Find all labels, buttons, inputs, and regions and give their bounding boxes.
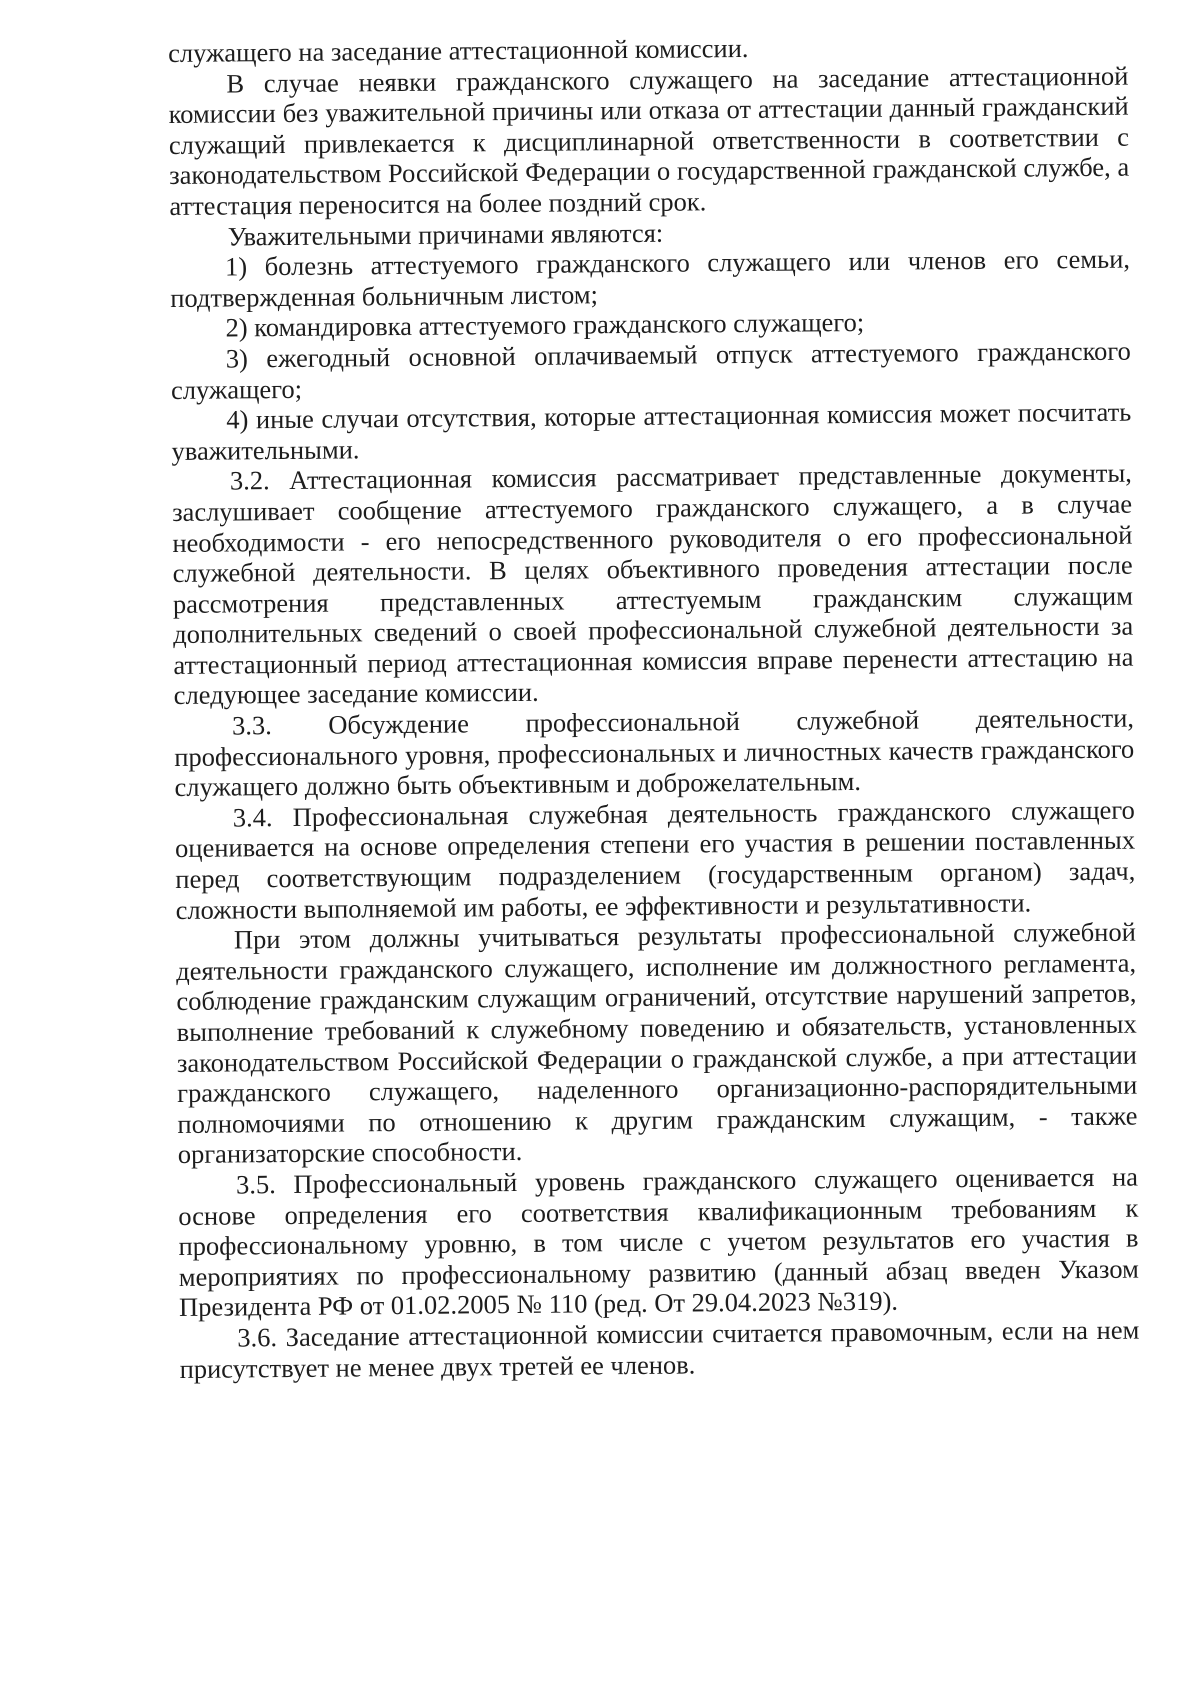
- list-item-4: 4) иные случаи отсутствия, которые аттестационная комиссия может посчитать уважительными.: [171, 396, 1132, 466]
- paragraph-continuation: служащего на заседание аттестационной комиссии.: [168, 32, 749, 68]
- paragraph-3-3: 3.3. Обсуждение профессиональной служебной деятельности, профессионального уровня, профессиональных и личностных качеств гражданского служащего должно быть объективным и доброжелательным.: [174, 702, 1135, 803]
- paragraph-3-4: 3.4. Профессиональная служебная деятельность гражданского служащего оценивается на основе определения степени его участия в решении поставленных перед соответствующим подразделением (государственным органом) задач, сложности выполняемой им работы, ее эффективности и результативности.: [174, 794, 1136, 925]
- paragraph-3-6: 3.6. Заседание аттестационной комиссии считается правомочным, если на нем присутствует не менее двух третей ее членов.: [179, 1314, 1140, 1384]
- paragraph-3-5: 3.5. Профессиональный уровень гражданского служащего оценивается на основе определения его соответствия квалификационным требованиям к профессиональному уровню, в том числе с учетом результатов его участия в мероприятиях по профессиональному развитию (данный абзац введен Указом Президента РФ от 01.02.2005 № 110 (ред. От 29.04.2023 №319).: [178, 1161, 1139, 1323]
- paragraph-3-4-continued: При этом должны учитываться результаты профессиональной служебной деятельности гражданского служащего, исполнение им должностного регламента, соблюдение гражданским служащим ограничений, отсутствие нарушений запретов, выполнение требований к служебному поведению и обязательств, установленных законодательством Российской Федерации о гражданской службе, а при аттестации гражданского служащего, наделенного организационно-распорядительными полномочиями по отношению к другим гражданским служащим, - также организаторские способности.: [176, 916, 1138, 1170]
- list-item-1: 1) болезнь аттестуемого гражданского служащего или членов его семьи, подтвержденная больничным листом;: [170, 243, 1131, 313]
- document-body: [168, 30, 1140, 1384]
- paragraph-absence-consequences: В случае неявки гражданского служащего на заседание аттестационной комиссии без уважительной причины или отказа от аттестации данный гражданский служащий привлекается к дисциплинарной ответственности в соответствии с законодательством Российской Федерации о государственной гражданской службе, а аттестация переносится на более поздний срок.: [168, 60, 1130, 221]
- list-item-2: 2) командировка аттестуемого гражданского служащего;: [225, 307, 865, 343]
- list-item-3: 3) ежегодный основной оплачиваемый отпуск аттестуемого гражданского служащего;: [170, 335, 1131, 405]
- paragraph-3-2: 3.2. Аттестационная комиссия рассматривает представленные документы, заслушивает сообщение аттестуемого гражданского служащего, а в случае необходимости - его непосредственного руководителя о его профессиональной служебной деятельности. В целях объективного проведения аттестации после рассмотрения представленных аттестуемым гражданским служащим дополнительных сведений о своей профессиональной служебной деятельности за аттестационный период аттестационная комиссия вправе перенести аттестацию на следующее заседание комиссии.: [172, 457, 1134, 711]
- paragraph-valid-reasons-heading: Уважительными причинами являются:: [227, 217, 664, 252]
